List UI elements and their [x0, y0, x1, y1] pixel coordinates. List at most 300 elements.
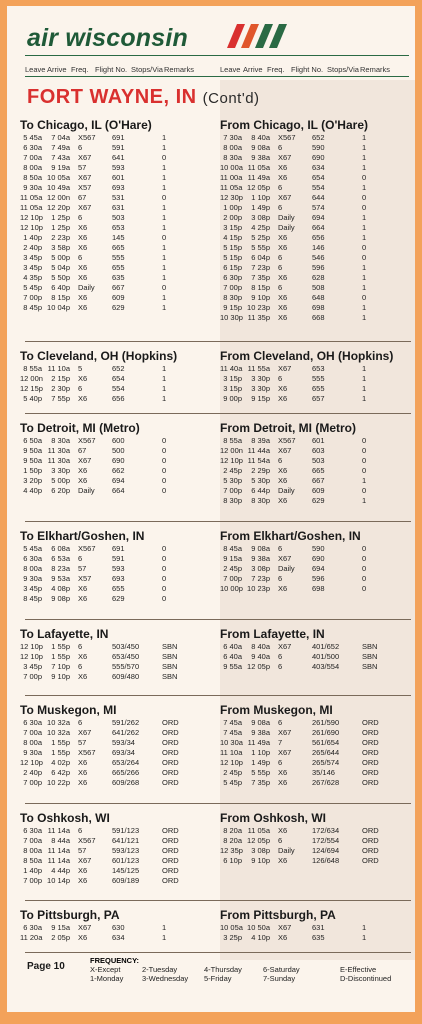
flight-number: 609: [312, 486, 325, 495]
frequency: X567: [278, 133, 296, 142]
stops-via: 1: [362, 263, 367, 272]
stops-via: 0: [362, 436, 367, 445]
arrive-time: 10 50a: [247, 923, 270, 932]
arrive-time: 11 54a: [247, 456, 270, 465]
frequency: X6: [278, 933, 288, 942]
arrive-time: 9 38a: [251, 153, 270, 162]
frequency: X67: [278, 193, 292, 202]
frequency: 7: [278, 738, 283, 747]
arrive-time: 3 30p: [251, 384, 270, 393]
stops-via: 0: [362, 466, 367, 475]
stops-via: 0: [362, 456, 367, 465]
route-title: From Pittsburgh, PA: [220, 908, 336, 922]
timetable-page: [7, 6, 415, 1012]
leave-time: 3 25p: [223, 933, 242, 942]
stops-via: 1: [162, 394, 167, 403]
arrive-time: 6 53a: [51, 554, 70, 563]
arrive-time: 9 10p: [251, 293, 270, 302]
leave-time: 12 15p: [20, 384, 43, 393]
flight-number: 561/654: [312, 738, 340, 747]
flight-number: 641/262: [112, 728, 140, 737]
arrive-time: 5 04p: [51, 263, 70, 272]
flight-number: 35/146: [312, 768, 335, 777]
leave-time: 7 00p: [23, 876, 42, 885]
frequency: 6: [278, 283, 283, 292]
arrive-time: 5 55p: [251, 243, 270, 252]
arrive-time: 5 25p: [251, 233, 270, 242]
frequency: 6: [278, 456, 283, 465]
stops-via: 1: [162, 213, 167, 222]
arrive-time: 12 20p: [47, 203, 70, 212]
stops-via: 1: [162, 303, 167, 312]
leave-time: 3 45p: [23, 584, 42, 593]
stops-via: ORD: [162, 846, 179, 855]
leave-time: 9 00p: [223, 394, 242, 403]
footer-divider: [25, 952, 411, 953]
frequency: 67: [78, 193, 87, 202]
city-title: [27, 86, 260, 109]
frequency: 6: [278, 203, 283, 212]
arrive-time: 9 08a: [251, 143, 270, 152]
column-header: Remarks: [164, 65, 195, 74]
column-header: Flight No.: [291, 65, 324, 74]
stops-via: 1: [162, 163, 167, 172]
stops-via: 0: [162, 574, 167, 583]
stops-via: ORD: [362, 738, 379, 747]
frequency-key: E-Effective: [340, 965, 377, 974]
leave-time: 4 35p: [23, 273, 42, 282]
arrive-time: 9 15p: [251, 394, 270, 403]
arrive-time: 1 55p: [51, 748, 70, 757]
flight-number: 590: [312, 143, 325, 152]
leave-time: 1 40p: [23, 233, 42, 242]
arrive-time: 9 08a: [251, 718, 270, 727]
leave-time: 7 45a: [223, 728, 242, 737]
stops-via: 0: [162, 466, 167, 475]
leave-time: 6 10p: [223, 856, 242, 865]
arrive-time: 1 25p: [51, 223, 70, 232]
flight-number: 593: [112, 163, 125, 172]
leave-time: 5 40p: [23, 394, 42, 403]
frequency: 6: [278, 662, 283, 671]
flight-number: 652: [312, 133, 325, 142]
leave-time: 2 40p: [23, 243, 42, 252]
frequency: Daily: [278, 564, 295, 573]
arrive-time: 12 05p: [247, 662, 270, 671]
leave-time: 9 30a: [23, 574, 42, 583]
stops-via: 1: [362, 923, 367, 932]
frequency: X57: [78, 183, 92, 192]
arrive-time: 4 10p: [251, 933, 270, 942]
stops-via: 1: [362, 153, 367, 162]
arrive-time: 6 42p: [51, 768, 70, 777]
frequency: X6: [78, 303, 88, 312]
stops-via: 1: [162, 133, 167, 142]
frequency: X6: [78, 594, 88, 603]
arrive-time: 7 04a: [51, 133, 70, 142]
stops-via: 1: [362, 476, 367, 485]
stops-via: 0: [162, 594, 167, 603]
frequency: 6: [278, 253, 283, 262]
arrive-time: 11 14a: [47, 846, 70, 855]
flight-number: 600: [112, 436, 125, 445]
arrive-time: 9 10p: [51, 672, 70, 681]
leave-time: 5 45a: [23, 544, 42, 553]
frequency: Daily: [278, 213, 295, 222]
frequency: X6: [78, 263, 88, 272]
stops-via: 0: [162, 436, 167, 445]
arrive-time: 3 58p: [51, 243, 70, 252]
leave-time: 11 05a: [20, 193, 43, 202]
section-divider: [25, 341, 411, 342]
frequency: X567: [78, 748, 96, 757]
frequency-key: 7-Sunday: [263, 974, 296, 983]
stops-via: 1: [362, 313, 367, 322]
stops-via: 0: [362, 193, 367, 202]
arrive-time: 8 40a: [251, 133, 270, 142]
leave-time: 1 40p: [23, 866, 42, 875]
flight-number: 500: [112, 446, 125, 455]
arrive-time: 7 35p: [251, 778, 270, 787]
stops-via: 0: [162, 193, 167, 202]
frequency: X67: [78, 173, 92, 182]
stops-via: 1: [362, 213, 367, 222]
leave-time: 7 00p: [223, 486, 242, 495]
arrive-time: 8 39a: [251, 436, 270, 445]
arrive-time: 7 43a: [51, 153, 70, 162]
leave-time: 8 30p: [223, 496, 242, 505]
flight-number: 609/268: [112, 778, 140, 787]
frequency: 6: [78, 384, 83, 393]
stops-via: 0: [362, 554, 367, 563]
flight-number: 591: [112, 143, 125, 152]
frequency: 6: [278, 374, 283, 383]
arrive-time: 6 40p: [51, 283, 70, 292]
flight-number: 653/450: [112, 652, 140, 661]
flight-number: 665: [112, 243, 125, 252]
column-header: Arrive: [47, 65, 67, 74]
stops-via: 1: [162, 243, 167, 252]
stops-via: 1: [162, 933, 167, 942]
stops-via: 1: [362, 143, 367, 152]
frequency: X6: [78, 778, 88, 787]
frequency: 6: [278, 718, 283, 727]
arrive-time: 1 25p: [51, 213, 70, 222]
stops-via: 0: [162, 486, 167, 495]
leave-time: 10 30a: [220, 738, 243, 747]
arrive-time: 10 32a: [47, 718, 70, 727]
section-divider: [25, 695, 411, 696]
leave-time: 8 30p: [223, 293, 242, 302]
flight-number: 554: [312, 183, 325, 192]
leave-time: 8 30a: [223, 153, 242, 162]
arrive-time: 7 10p: [51, 662, 70, 671]
flight-number: 654: [312, 173, 325, 182]
arrive-time: 9 10p: [251, 856, 270, 865]
frequency: X67: [278, 748, 292, 757]
leave-time: 3 15p: [223, 384, 242, 393]
frequency: X67: [278, 642, 292, 651]
flight-number: 630: [112, 923, 125, 932]
leave-time: 6 40a: [223, 652, 242, 661]
flight-number: 664: [312, 223, 325, 232]
frequency: X6: [78, 652, 88, 661]
frequency: X6: [78, 672, 88, 681]
stops-via: SBN: [162, 642, 178, 651]
leave-time: 12 00n: [20, 374, 43, 383]
flight-number: 628: [312, 273, 325, 282]
frequency: X567: [78, 544, 96, 553]
leave-time: 10 05a: [220, 923, 243, 932]
flight-number: 554: [112, 384, 125, 393]
stops-via: SBN: [362, 642, 378, 651]
frequency: 6: [278, 652, 283, 661]
route-title: To Detroit, MI (Metro): [20, 421, 140, 435]
section-divider: [25, 803, 411, 804]
frequency: X6: [278, 856, 288, 865]
leave-time: 2 45p: [223, 564, 242, 573]
leave-time: 7 00p: [223, 283, 242, 292]
route-title: To Cleveland, OH (Hopkins): [20, 349, 178, 363]
flight-number: 574: [312, 203, 325, 212]
flight-number: 546: [312, 253, 325, 262]
frequency: X6: [278, 466, 288, 475]
flight-number: 265/644: [312, 748, 340, 757]
frequency: X6: [278, 273, 288, 282]
flight-number: 503: [312, 456, 325, 465]
frequency: 6: [278, 836, 283, 845]
arrive-time: 11 14a: [47, 826, 70, 835]
leave-time: 7 00a: [23, 153, 42, 162]
arrive-time: 7 23p: [251, 263, 270, 272]
flight-number: 603: [312, 446, 325, 455]
flight-number: 693: [112, 574, 125, 583]
stops-via: 1: [362, 283, 367, 292]
column-header: Arrive: [243, 65, 263, 74]
leave-time: 6 30a: [23, 143, 42, 152]
stops-via: ORD: [362, 748, 379, 757]
arrive-time: 4 08p: [51, 584, 70, 593]
flight-number: 662: [112, 466, 125, 475]
frequency: X6: [78, 933, 88, 942]
arrive-time: 1 55p: [51, 652, 70, 661]
arrive-time: 10 14p: [47, 876, 70, 885]
frequency: X6: [78, 243, 88, 252]
stops-via: ORD: [162, 876, 179, 885]
leave-time: 9 30a: [23, 748, 42, 757]
flight-number: 655: [112, 584, 125, 593]
frequency: X6: [278, 394, 288, 403]
flight-number: 634: [112, 933, 125, 942]
flight-number: 265/574: [312, 758, 340, 767]
stops-via: 1: [362, 273, 367, 282]
arrive-time: 9 08a: [251, 544, 270, 553]
stops-via: 1: [362, 364, 367, 373]
leave-time: 3 15p: [223, 374, 242, 383]
frequency: X567: [278, 436, 296, 445]
flight-number: 401/500: [312, 652, 340, 661]
frequency: X6: [78, 273, 88, 282]
stops-via: 1: [362, 163, 367, 172]
frequency: X67: [278, 728, 292, 737]
leave-time: 5 15p: [223, 253, 242, 262]
stops-via: 0: [362, 253, 367, 262]
route-title: To Elkhart/Goshen, IN: [20, 529, 145, 543]
flight-number: 656: [312, 233, 325, 242]
arrive-time: 8 15p: [51, 293, 70, 302]
leave-time: 3 45p: [23, 253, 42, 262]
stops-via: 1: [362, 303, 367, 312]
flight-number: 145: [112, 233, 125, 242]
route-title: To Pittsburgh, PA: [20, 908, 120, 922]
arrive-time: 11 05a: [247, 163, 270, 172]
leave-time: 2 45p: [223, 768, 242, 777]
frequency: X6: [278, 163, 288, 172]
frequency: X567: [78, 836, 96, 845]
frequency: Daily: [278, 486, 295, 495]
leave-time: 9 50a: [23, 446, 42, 455]
route-title: From Muskegon, MI: [220, 703, 333, 717]
flight-number: 503/450: [112, 642, 140, 651]
leave-time: 3 45p: [23, 662, 42, 671]
leave-time: 8 50a: [23, 856, 42, 865]
arrive-time: 8 23a: [51, 564, 70, 573]
leave-time: 7 00a: [23, 728, 42, 737]
flight-number: 596: [312, 574, 325, 583]
frequency: X6: [78, 876, 88, 885]
frequency: Daily: [78, 486, 95, 495]
flight-number: 609: [112, 293, 125, 302]
leave-time: 12 10p: [20, 758, 43, 767]
leave-time: 8 50a: [23, 173, 42, 182]
flight-number: 631: [112, 203, 125, 212]
stops-via: 1: [362, 233, 367, 242]
arrive-time: 1 10p: [251, 748, 270, 757]
frequency: X6: [278, 233, 288, 242]
leave-time: 2 40p: [23, 768, 42, 777]
leave-time: 10 30p: [220, 313, 243, 322]
flight-number: 146: [312, 243, 325, 252]
frequency: X6: [278, 496, 288, 505]
arrive-time: 2 05p: [51, 933, 70, 942]
frequency: 6: [278, 574, 283, 583]
stops-via: 0: [362, 293, 367, 302]
flight-number: 655: [112, 263, 125, 272]
leave-time: 8 45p: [23, 303, 42, 312]
leave-time: 6 50a: [23, 436, 42, 445]
arrive-time: 12 00n: [47, 193, 70, 202]
arrive-time: 2 15p: [51, 374, 70, 383]
frequency: 57: [78, 564, 87, 573]
arrive-time: 1 49p: [251, 203, 270, 212]
leave-time: 12 10p: [20, 213, 43, 222]
flight-number: 690: [312, 153, 325, 162]
stops-via: ORD: [162, 778, 179, 787]
arrive-time: 7 35p: [251, 273, 270, 282]
frequency: 6: [278, 263, 283, 272]
leave-time: 8 00a: [23, 846, 42, 855]
leave-time: 11 05a: [220, 183, 243, 192]
column-header: Stops/Via: [327, 65, 359, 74]
stops-via: ORD: [162, 768, 179, 777]
arrive-time: 9 38a: [251, 554, 270, 563]
route-title: From Detroit, MI (Metro): [220, 421, 356, 435]
city-name: FORT WAYNE, IN: [27, 86, 197, 108]
leave-time: 8 55a: [23, 364, 42, 373]
flight-number: 665/266: [112, 768, 140, 777]
arrive-time: 1 55p: [51, 642, 70, 651]
column-header: Freq.: [71, 65, 89, 74]
leave-time: 4 15p: [223, 233, 242, 242]
stops-via: SBN: [362, 662, 378, 671]
flight-number: 641: [112, 153, 125, 162]
leave-time: 7 30a: [223, 133, 242, 142]
arrive-time: 3 08p: [251, 213, 270, 222]
leave-time: 6 30a: [23, 554, 42, 563]
frequency: 6: [78, 143, 83, 152]
stops-via: 1: [162, 273, 167, 282]
stops-via: 0: [162, 564, 167, 573]
stops-via: ORD: [162, 718, 179, 727]
arrive-time: 8 15p: [251, 283, 270, 292]
arrive-time: 8 30a: [51, 436, 70, 445]
header-rule: [25, 55, 409, 56]
stops-via: ORD: [162, 826, 179, 835]
section-divider: [25, 521, 411, 522]
flight-number: 555: [112, 253, 125, 262]
frequency: X6: [278, 476, 288, 485]
frequency-key: 2-Tuesday: [142, 965, 178, 974]
flight-number: 644: [312, 193, 325, 202]
frequency: X6: [78, 758, 88, 767]
stops-via: 0: [162, 554, 167, 563]
frequency: 57: [78, 738, 87, 747]
flight-number: 691: [112, 544, 125, 553]
flight-number: 508: [312, 283, 325, 292]
frequency: X6: [278, 826, 288, 835]
section-divider: [25, 413, 411, 414]
leave-time: 12 10p: [220, 758, 243, 767]
airline-brand: air wisconsin: [27, 24, 188, 52]
leave-time: 9 15a: [223, 554, 242, 563]
arrive-time: 8 30p: [251, 496, 270, 505]
frequency: X6: [278, 173, 288, 182]
stops-via: 1: [162, 253, 167, 262]
stops-via: ORD: [162, 856, 179, 865]
flight-number: 145/125: [112, 866, 140, 875]
stops-via: 0: [162, 456, 167, 465]
leave-time: 12 10p: [20, 223, 43, 232]
flight-number: 690: [112, 456, 125, 465]
stops-via: ORD: [162, 836, 179, 845]
frequency: X67: [78, 153, 92, 162]
flight-number: 667: [112, 283, 125, 292]
frequency-key: D-Discontinued: [340, 974, 392, 983]
flight-number: 591/262: [112, 718, 140, 727]
frequency-key: 6-Saturday: [263, 965, 300, 974]
arrive-time: 10 04p: [47, 303, 70, 312]
route-title: From Lafayette, IN: [220, 627, 325, 641]
frequency-key: 3-Wednesday: [142, 974, 189, 983]
airline-logo-icon: [221, 20, 295, 50]
column-header: Leave: [220, 65, 241, 74]
leave-time: 8 20a: [223, 826, 242, 835]
leave-time: 7 45a: [223, 718, 242, 727]
flight-number: 172/634: [312, 826, 340, 835]
flight-number: 629: [112, 594, 125, 603]
frequency: Daily: [278, 846, 295, 855]
flight-number: 635: [312, 933, 325, 942]
